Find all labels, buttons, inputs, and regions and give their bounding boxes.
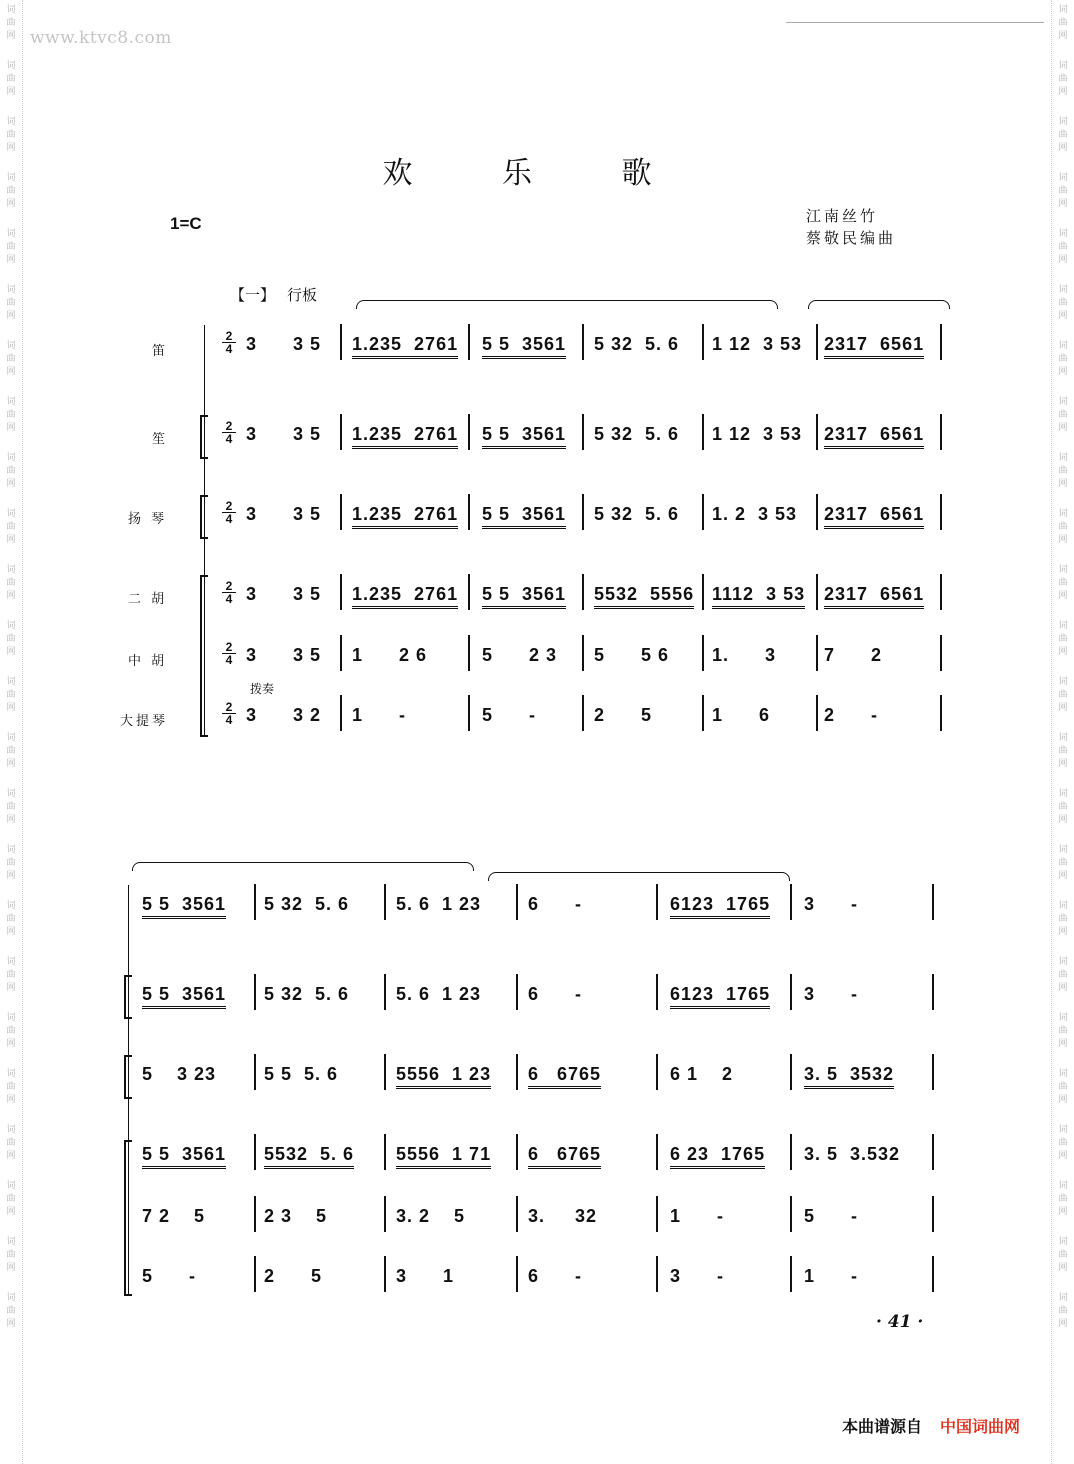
measure: 2 3 5: [264, 1206, 328, 1226]
instrument-label-zhonghu: 中 胡: [128, 654, 168, 669]
side-stamp: 词 曲 网: [1058, 733, 1068, 769]
measure: 1.235 2761: [352, 584, 458, 609]
bar-line: [656, 884, 658, 920]
measure: 1 -: [804, 1266, 859, 1286]
bar-line: [516, 1256, 518, 1292]
side-stamp: 词 曲 网: [6, 117, 16, 153]
bar-line: [940, 695, 942, 731]
measure: 2317 6561: [824, 424, 924, 449]
measure: 5 3 23: [142, 1064, 217, 1084]
measure: 6 1 2: [670, 1064, 734, 1084]
measure: 3. 5 3.532: [804, 1144, 901, 1164]
bar-line: [816, 414, 818, 450]
side-stamp: 词 曲 网: [1058, 453, 1068, 489]
time-signature-top: 2: [225, 329, 233, 343]
time-signature-bottom: 4: [222, 512, 236, 525]
measure: 5 32 5. 6: [264, 894, 350, 914]
side-stamp: 词 曲 网: [1058, 565, 1068, 601]
section-number: 【一】: [230, 286, 276, 304]
bar-line: [516, 1134, 518, 1170]
measure: 5556 1 23: [396, 1064, 491, 1089]
bar-line: [468, 635, 470, 671]
side-stamp: 词 曲 网: [1058, 1181, 1068, 1217]
time-signature-top: 2: [225, 579, 233, 593]
measure: 1 12 3 53: [712, 424, 803, 444]
measure: 2317 6561: [824, 584, 924, 609]
measure: 5 -: [142, 1266, 197, 1286]
side-stamp: 词 曲 网: [1058, 61, 1068, 97]
side-stamp: 词 曲 网: [6, 789, 16, 825]
bar-line: [582, 574, 584, 610]
measure: 2317 6561: [824, 504, 924, 529]
bar-line: [940, 494, 942, 530]
bar-line: [254, 1054, 256, 1090]
side-stamp: 词 曲 网: [6, 565, 16, 601]
bar-line: [932, 1054, 934, 1090]
measure: 6 -: [528, 894, 583, 914]
side-stamp: 词 曲 网: [1058, 1293, 1068, 1329]
credits-genre: 江南丝竹: [806, 207, 879, 225]
measure: 5 5 3561: [142, 1144, 226, 1169]
credits: [806, 205, 896, 249]
measure: 5 -: [804, 1206, 859, 1226]
time-signature-top: 2: [225, 419, 233, 433]
source-site: 中国词曲网: [940, 1417, 1021, 1436]
side-stamp: 词 曲 网: [6, 1069, 16, 1105]
bar-line: [340, 574, 342, 610]
bar-line: [254, 1134, 256, 1170]
measure: 3 3 5: [246, 334, 322, 354]
measure: 1 -: [352, 705, 407, 725]
measure: 3 3 5: [246, 645, 322, 665]
phrase-mark: [132, 862, 474, 871]
side-stamp: 词 曲 网: [1058, 341, 1068, 377]
measure: 5 5 3561: [482, 334, 566, 359]
bar-line: [816, 574, 818, 610]
side-stamp: 词 曲 网: [6, 229, 16, 265]
source-label: 本曲谱源自: [842, 1417, 923, 1436]
side-stamp: 词 曲 网: [1058, 397, 1068, 433]
measure: 7 2 5: [142, 1206, 206, 1226]
bar-line: [932, 1196, 934, 1232]
time-signature: [222, 580, 236, 605]
bar-line: [790, 1196, 792, 1232]
measure: 5 5 3561: [482, 424, 566, 449]
measure: 5 32 5. 6: [594, 424, 680, 444]
bar-line: [702, 635, 704, 671]
time-signature-top: 2: [225, 499, 233, 513]
instrument-label-dizi: 笛: [152, 344, 169, 359]
measure: 1 -: [670, 1206, 725, 1226]
instrument-label-sheng: 笙: [152, 432, 169, 447]
time-signature-bottom: 4: [222, 432, 236, 445]
side-stamp: 词 曲 网: [6, 5, 16, 41]
side-stamp: 词 曲 网: [1058, 117, 1068, 153]
bar-line: [656, 1054, 658, 1090]
phrase-mark: [356, 300, 778, 309]
measure: 3. 2 5: [396, 1206, 466, 1226]
side-stamp: 词 曲 网: [6, 173, 16, 209]
measure: 3. 32: [528, 1206, 598, 1226]
side-stamp: 词 曲 网: [1058, 173, 1068, 209]
right-watermark-strip: [1051, 0, 1074, 1464]
measure: 6123 1765: [670, 984, 770, 1009]
bar-line: [656, 1256, 658, 1292]
bar-line: [468, 324, 470, 360]
bar-line: [940, 414, 942, 450]
measure: 5532 5. 6: [264, 1144, 354, 1169]
bar-line: [702, 695, 704, 731]
measure: 1 12 3 53: [712, 334, 803, 354]
side-stamp: 词 曲 网: [1058, 1125, 1068, 1161]
measure: 5. 6 1 23: [396, 984, 482, 1004]
instrument-label-cello: 大提琴: [120, 714, 169, 729]
bar-line: [516, 974, 518, 1010]
time-signature-bottom: 4: [222, 713, 236, 726]
measure: 5 5 3561: [482, 504, 566, 529]
system2-bracket-yangqin: [124, 1055, 132, 1099]
side-stamp: 词 曲 网: [1058, 229, 1068, 265]
side-stamp: 词 曲 网: [1058, 789, 1068, 825]
measure: 6 -: [528, 1266, 583, 1286]
time-signature: [222, 641, 236, 666]
time-signature: [222, 330, 236, 355]
time-signature-bottom: 4: [222, 592, 236, 605]
measure: 1.235 2761: [352, 334, 458, 359]
side-stamp: 词 曲 网: [1058, 1069, 1068, 1105]
bar-line: [932, 1134, 934, 1170]
bar-line: [384, 1134, 386, 1170]
measure: 5 5 3561: [482, 584, 566, 609]
bar-line: [932, 1256, 934, 1292]
measure: 1.235 2761: [352, 504, 458, 529]
measure: 5 32 5. 6: [264, 984, 350, 1004]
measure: 5 -: [482, 705, 537, 725]
measure: 5 32 5. 6: [594, 504, 680, 524]
bar-line: [702, 414, 704, 450]
bar-line: [940, 324, 942, 360]
side-stamp: 词 曲 网: [6, 61, 16, 97]
bar-line: [702, 324, 704, 360]
side-stamp: 词 曲 网: [6, 1181, 16, 1217]
side-stamp: 词 曲 网: [6, 285, 16, 321]
bar-line: [790, 884, 792, 920]
side-stamp: 词 曲 网: [1058, 845, 1068, 881]
bar-line: [516, 1196, 518, 1232]
measure: 3 1: [396, 1266, 455, 1286]
instrument-label-erhu: 二 胡: [128, 592, 168, 607]
time-signature: [222, 420, 236, 445]
bar-line: [340, 635, 342, 671]
measure: 1.235 2761: [352, 424, 458, 449]
bar-line: [468, 414, 470, 450]
bar-line: [384, 974, 386, 1010]
measure: 1 2 6: [352, 645, 428, 665]
page-number: · 41 ·: [876, 1312, 924, 1332]
page-title: 欢 乐 歌: [382, 156, 692, 191]
bar-line: [516, 884, 518, 920]
measure: 5 5 3561: [142, 984, 226, 1009]
bar-line: [582, 635, 584, 671]
measure: 1. 3: [712, 645, 777, 665]
bar-line: [468, 494, 470, 530]
bar-line: [384, 884, 386, 920]
bar-line: [582, 414, 584, 450]
measure: 3. 5 3532: [804, 1064, 894, 1089]
site-watermark: www.ktvc8.com: [30, 28, 172, 48]
phrase-mark: [488, 872, 790, 881]
bar-line: [656, 974, 658, 1010]
side-stamp: 词 曲 网: [6, 1013, 16, 1049]
side-stamp: 词 曲 网: [1058, 621, 1068, 657]
credits-arranger: 蔡敬民编曲: [806, 229, 897, 247]
bar-line: [582, 494, 584, 530]
bar-line: [340, 324, 342, 360]
measure: 1112 3 53: [712, 584, 805, 609]
measure: 5. 6 1 23: [396, 894, 482, 914]
phrase-mark: [808, 300, 950, 309]
side-stamp: 词 曲 网: [6, 397, 16, 433]
bar-line: [340, 414, 342, 450]
time-signature: [222, 500, 236, 525]
bar-line: [790, 974, 792, 1010]
system1-bracket-yangqin: [200, 495, 208, 539]
measure: 6 23 1765: [670, 1144, 765, 1169]
measure: 6123 1765: [670, 894, 770, 919]
bar-line: [254, 1256, 256, 1292]
system1-bracket-strings: [200, 575, 208, 737]
bar-line: [940, 635, 942, 671]
measure: 1. 2 3 53: [712, 504, 798, 524]
side-stamp: 词 曲 网: [1058, 285, 1068, 321]
measure: 2 -: [824, 705, 879, 725]
bar-line: [816, 324, 818, 360]
bar-line: [702, 574, 704, 610]
bar-line: [790, 1256, 792, 1292]
measure: 3 3 5: [246, 424, 322, 444]
bar-line: [702, 494, 704, 530]
measure: 3 -: [670, 1266, 725, 1286]
measure: 5556 1 71: [396, 1144, 491, 1169]
side-stamp: 词 曲 网: [6, 1237, 16, 1273]
system2-bracket-winds: [124, 975, 132, 1019]
measure: 6 -: [528, 984, 583, 1004]
time-signature-top: 2: [225, 640, 233, 654]
bar-line: [340, 494, 342, 530]
bar-line: [516, 1054, 518, 1090]
bar-line: [254, 1196, 256, 1232]
side-stamp: 词 曲 网: [6, 845, 16, 881]
bar-line: [816, 494, 818, 530]
measure: 2317 6561: [824, 334, 924, 359]
side-stamp: 词 曲 网: [6, 677, 16, 713]
system2-bracket-strings: [124, 1140, 132, 1296]
measure: 3 -: [804, 894, 859, 914]
bar-line: [816, 635, 818, 671]
side-stamp: 词 曲 网: [1058, 677, 1068, 713]
measure: 1 6: [712, 705, 771, 725]
time-signature-bottom: 4: [222, 342, 236, 355]
side-stamp: 词 曲 网: [6, 509, 16, 545]
pizzicato-mark: 拨奏: [250, 682, 275, 696]
bar-line: [656, 1134, 658, 1170]
time-signature-bottom: 4: [222, 653, 236, 666]
side-stamp: 词 曲 网: [6, 901, 16, 937]
measure: 5 5 3561: [142, 894, 226, 919]
side-stamp: 词 曲 网: [6, 621, 16, 657]
section-marker: [230, 284, 329, 305]
measure: 5 2 3: [482, 645, 558, 665]
bar-line: [932, 884, 934, 920]
bar-line: [384, 1196, 386, 1232]
measure: 6 6765: [528, 1064, 601, 1089]
bar-line: [254, 974, 256, 1010]
top-rule: [786, 22, 1044, 23]
bar-line: [468, 574, 470, 610]
side-stamp: 词 曲 网: [1058, 957, 1068, 993]
tempo-marking: 行板: [287, 286, 318, 304]
side-stamp: 词 曲 网: [6, 453, 16, 489]
bar-line: [940, 574, 942, 610]
bar-line: [468, 695, 470, 731]
side-stamp: 词 曲 网: [6, 1293, 16, 1329]
bar-line: [932, 974, 934, 1010]
measure: 3 3 2: [246, 705, 322, 725]
side-stamp: 词 曲 网: [1058, 901, 1068, 937]
measure: 2 5: [594, 705, 653, 725]
left-watermark-strip: [0, 0, 23, 1464]
measure: 5 5 5. 6: [264, 1064, 339, 1084]
instrument-label-yangqin: 扬 琴: [128, 512, 168, 527]
time-signature-top: 2: [225, 700, 233, 714]
measure: 5 32 5. 6: [594, 334, 680, 354]
bar-line: [340, 695, 342, 731]
side-stamp: 词 曲 网: [6, 1125, 16, 1161]
measure: 5 5 6: [594, 645, 670, 665]
side-stamp: 词 曲 网: [6, 341, 16, 377]
bar-line: [582, 324, 584, 360]
key-signature: 1=C: [170, 214, 202, 233]
measure: 6 6765: [528, 1144, 601, 1169]
bar-line: [254, 884, 256, 920]
system1-bracket-winds: [200, 415, 208, 459]
measure: 3 3 5: [246, 584, 322, 604]
measure: 7 2: [824, 645, 883, 665]
measure: 3 -: [804, 984, 859, 1004]
side-stamp: 词 曲 网: [1058, 5, 1068, 41]
measure: 2 5: [264, 1266, 323, 1286]
bar-line: [384, 1256, 386, 1292]
source-credit: [842, 1414, 1020, 1437]
side-stamp: 词 曲 网: [1058, 509, 1068, 545]
bar-line: [582, 695, 584, 731]
side-stamp: 词 曲 网: [6, 957, 16, 993]
bar-line: [384, 1054, 386, 1090]
bar-line: [656, 1196, 658, 1232]
side-stamp: 词 曲 网: [6, 733, 16, 769]
measure: 5532 5556: [594, 584, 694, 609]
bar-line: [790, 1054, 792, 1090]
measure: 3 3 5: [246, 504, 322, 524]
bar-line: [790, 1134, 792, 1170]
time-signature: [222, 701, 236, 726]
bar-line: [816, 695, 818, 731]
side-stamp: 词 曲 网: [1058, 1013, 1068, 1049]
side-stamp: 词 曲 网: [1058, 1237, 1068, 1273]
